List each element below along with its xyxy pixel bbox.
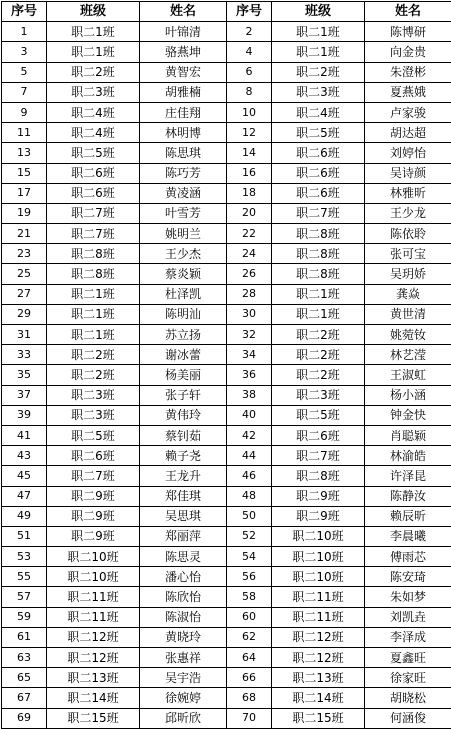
- seq-left-cell: 15: [2, 163, 47, 183]
- student-roster-table: [1, 1, 451, 729]
- table-row: [2, 365, 451, 385]
- name-right-cell: 王淑虹: [365, 365, 451, 385]
- class-right-cell: 职二12班: [272, 648, 365, 668]
- table-row: [2, 668, 451, 688]
- name-left-cell: 张子轩: [140, 385, 227, 405]
- name-left-cell: 陈淑怡: [140, 607, 227, 627]
- class-left-cell: 职二2班: [47, 365, 140, 385]
- name-left-cell: 胡雅楠: [140, 82, 227, 102]
- seq-right-cell: 56: [227, 567, 272, 587]
- seq-left-cell: 19: [2, 203, 47, 223]
- name-right-cell: 向金贵: [365, 42, 451, 62]
- seq-left-cell: 65: [2, 668, 47, 688]
- seq-right-cell: 12: [227, 123, 272, 143]
- class-left-cell: 职二4班: [47, 102, 140, 122]
- table-row: [2, 22, 451, 42]
- seq-right-cell: 30: [227, 304, 272, 324]
- seq-right-cell: 62: [227, 627, 272, 647]
- table-row: [2, 82, 451, 102]
- table-row: [2, 405, 451, 425]
- name-left-cell: 郑丽萍: [140, 526, 227, 546]
- table-row: [2, 385, 451, 405]
- seq-left-cell: 67: [2, 688, 47, 708]
- seq-left-cell: 55: [2, 567, 47, 587]
- seq-left-cell: 13: [2, 143, 47, 163]
- name-left-cell: 谢冰蕾: [140, 345, 227, 365]
- table-row: [2, 486, 451, 506]
- name-right-cell: 陈静汝: [365, 486, 451, 506]
- seq-right-cell: 38: [227, 385, 272, 405]
- table-row: [2, 607, 451, 627]
- class-left-cell: 职二6班: [47, 163, 140, 183]
- seq-right-cell: 34: [227, 345, 272, 365]
- header-row: [2, 2, 451, 22]
- class-right-cell: 职二5班: [272, 405, 365, 425]
- name-right-cell: 夏燕娥: [365, 82, 451, 102]
- class-right-cell: 职二11班: [272, 587, 365, 607]
- name-left-cell: 王少杰: [140, 244, 227, 264]
- table-row: [2, 244, 451, 264]
- table-row: [2, 547, 451, 567]
- name-right-cell: 林渝皓: [365, 446, 451, 466]
- class-right-cell: 职二7班: [272, 203, 365, 223]
- seq-left-cell: 17: [2, 183, 47, 203]
- class-left-cell: 职二10班: [47, 547, 140, 567]
- table-row: [2, 425, 451, 445]
- seq-left-cell: 39: [2, 405, 47, 425]
- class-left-cell: 职二4班: [47, 123, 140, 143]
- table-row: [2, 143, 451, 163]
- seq-right-cell: 66: [227, 668, 272, 688]
- name-left-cell: 苏立扬: [140, 325, 227, 345]
- class-right-cell: 职二2班: [272, 345, 365, 365]
- seq-right-cell: 54: [227, 547, 272, 567]
- name-left-cell: 庄佳翔: [140, 102, 227, 122]
- table-row: [2, 506, 451, 526]
- seq-right-cell: 26: [227, 264, 272, 284]
- name-right-cell: 傅雨芯: [365, 547, 451, 567]
- class-left-cell: 职二3班: [47, 385, 140, 405]
- seq-right-cell: 50: [227, 506, 272, 526]
- table-row: [2, 526, 451, 546]
- name-right-cell: 钟金快: [365, 405, 451, 425]
- name-right-cell: 林雅昕: [365, 183, 451, 203]
- name-left-cell: 赖子尧: [140, 446, 227, 466]
- class-left-cell: 职二8班: [47, 264, 140, 284]
- class-right-cell: 职二8班: [272, 264, 365, 284]
- seq-right-cell: 10: [227, 102, 272, 122]
- name-left-cell: 黄伟玲: [140, 405, 227, 425]
- seq-right-cell: 22: [227, 224, 272, 244]
- name-left-cell: 蔡钊茹: [140, 425, 227, 445]
- header-name-left: 姓名: [140, 2, 227, 22]
- name-right-cell: 肖聪颖: [365, 425, 451, 445]
- table-row: [2, 708, 451, 728]
- name-right-cell: 徐家旺: [365, 668, 451, 688]
- seq-left-cell: 3: [2, 42, 47, 62]
- seq-left-cell: 53: [2, 547, 47, 567]
- name-left-cell: 陈巧芳: [140, 163, 227, 183]
- name-left-cell: 陈思琪: [140, 143, 227, 163]
- seq-left-cell: 35: [2, 365, 47, 385]
- name-right-cell: 张可宝: [365, 244, 451, 264]
- table-body: [2, 22, 451, 729]
- class-left-cell: 职二2班: [47, 62, 140, 82]
- seq-right-cell: 60: [227, 607, 272, 627]
- class-left-cell: 职二9班: [47, 506, 140, 526]
- table-row: [2, 567, 451, 587]
- seq-left-cell: 69: [2, 708, 47, 728]
- table-row: [2, 688, 451, 708]
- table-row: [2, 446, 451, 466]
- seq-left-cell: 7: [2, 82, 47, 102]
- name-left-cell: 杜泽凯: [140, 284, 227, 304]
- seq-left-cell: 31: [2, 325, 47, 345]
- class-left-cell: 职二6班: [47, 183, 140, 203]
- table-row: [2, 203, 451, 223]
- name-right-cell: 何涵俊: [365, 708, 451, 728]
- class-left-cell: 职二3班: [47, 82, 140, 102]
- class-right-cell: 职二1班: [272, 22, 365, 42]
- seq-right-cell: 8: [227, 82, 272, 102]
- seq-right-cell: 46: [227, 466, 272, 486]
- class-right-cell: 职二2班: [272, 325, 365, 345]
- seq-right-cell: 42: [227, 425, 272, 445]
- seq-right-cell: 32: [227, 325, 272, 345]
- table-row: [2, 224, 451, 244]
- seq-left-cell: 11: [2, 123, 47, 143]
- seq-left-cell: 41: [2, 425, 47, 445]
- seq-left-cell: 47: [2, 486, 47, 506]
- header-seq-right: 序号: [227, 2, 272, 22]
- class-right-cell: 职二8班: [272, 466, 365, 486]
- name-left-cell: 吴宇浩: [140, 668, 227, 688]
- class-right-cell: 职二7班: [272, 446, 365, 466]
- class-left-cell: 职二1班: [47, 304, 140, 324]
- class-right-cell: 职二4班: [272, 102, 365, 122]
- seq-right-cell: 36: [227, 365, 272, 385]
- name-left-cell: 邱昕欣: [140, 708, 227, 728]
- name-left-cell: 张惠祥: [140, 648, 227, 668]
- name-left-cell: 陈欣怡: [140, 587, 227, 607]
- table-header: [2, 2, 451, 22]
- seq-right-cell: 16: [227, 163, 272, 183]
- class-right-cell: 职二10班: [272, 526, 365, 546]
- name-left-cell: 黄智宏: [140, 62, 227, 82]
- class-left-cell: 职二5班: [47, 425, 140, 445]
- name-left-cell: 吴思琪: [140, 506, 227, 526]
- name-left-cell: 蔡炎颖: [140, 264, 227, 284]
- seq-left-cell: 33: [2, 345, 47, 365]
- class-left-cell: 职二9班: [47, 486, 140, 506]
- table-row: [2, 42, 451, 62]
- class-left-cell: 职二8班: [47, 244, 140, 264]
- seq-right-cell: 68: [227, 688, 272, 708]
- name-left-cell: 叶雪芳: [140, 203, 227, 223]
- name-left-cell: 叶锦清: [140, 22, 227, 42]
- seq-left-cell: 61: [2, 627, 47, 647]
- seq-left-cell: 5: [2, 62, 47, 82]
- seq-left-cell: 57: [2, 587, 47, 607]
- seq-right-cell: 64: [227, 648, 272, 668]
- table-row: [2, 284, 451, 304]
- class-right-cell: 职二2班: [272, 62, 365, 82]
- class-left-cell: 职二1班: [47, 284, 140, 304]
- name-right-cell: 许泽昆: [365, 466, 451, 486]
- name-right-cell: 胡晓松: [365, 688, 451, 708]
- table-row: [2, 102, 451, 122]
- header-class-right: 班级: [272, 2, 365, 22]
- seq-left-cell: 21: [2, 224, 47, 244]
- name-right-cell: 李泽成: [365, 627, 451, 647]
- class-left-cell: 职二6班: [47, 446, 140, 466]
- name-left-cell: 陈思灵: [140, 547, 227, 567]
- class-right-cell: 职二1班: [272, 304, 365, 324]
- table-row: [2, 163, 451, 183]
- seq-right-cell: 2: [227, 22, 272, 42]
- name-right-cell: 姚菀钕: [365, 325, 451, 345]
- class-right-cell: 职二8班: [272, 224, 365, 244]
- seq-right-cell: 44: [227, 446, 272, 466]
- name-right-cell: 吴诗颜: [365, 163, 451, 183]
- class-right-cell: 职二2班: [272, 365, 365, 385]
- seq-left-cell: 29: [2, 304, 47, 324]
- seq-right-cell: 24: [227, 244, 272, 264]
- name-right-cell: 李晨曦: [365, 526, 451, 546]
- seq-left-cell: 9: [2, 102, 47, 122]
- seq-right-cell: 58: [227, 587, 272, 607]
- class-left-cell: 职二11班: [47, 587, 140, 607]
- class-left-cell: 职二7班: [47, 203, 140, 223]
- name-left-cell: 姚明兰: [140, 224, 227, 244]
- name-left-cell: 黄凌涵: [140, 183, 227, 203]
- class-left-cell: 职二7班: [47, 224, 140, 244]
- name-right-cell: 刘婷怡: [365, 143, 451, 163]
- name-left-cell: 郑佳琪: [140, 486, 227, 506]
- seq-right-cell: 52: [227, 526, 272, 546]
- class-left-cell: 职二2班: [47, 345, 140, 365]
- class-right-cell: 职二3班: [272, 82, 365, 102]
- seq-left-cell: 45: [2, 466, 47, 486]
- seq-right-cell: 40: [227, 405, 272, 425]
- seq-left-cell: 63: [2, 648, 47, 668]
- class-right-cell: 职二1班: [272, 284, 365, 304]
- seq-right-cell: 70: [227, 708, 272, 728]
- seq-right-cell: 18: [227, 183, 272, 203]
- class-right-cell: 职二6班: [272, 163, 365, 183]
- class-left-cell: 职二3班: [47, 405, 140, 425]
- header-seq-left: 序号: [2, 2, 47, 22]
- name-right-cell: 龚焱: [365, 284, 451, 304]
- class-right-cell: 职二3班: [272, 385, 365, 405]
- class-left-cell: 职二12班: [47, 648, 140, 668]
- class-right-cell: 职二5班: [272, 123, 365, 143]
- seq-right-cell: 48: [227, 486, 272, 506]
- name-right-cell: 陈博研: [365, 22, 451, 42]
- class-left-cell: 职二15班: [47, 708, 140, 728]
- class-right-cell: 职二11班: [272, 607, 365, 627]
- header-name-right: 姓名: [365, 2, 451, 22]
- seq-left-cell: 43: [2, 446, 47, 466]
- name-left-cell: 骆燕坤: [140, 42, 227, 62]
- table-row: [2, 325, 451, 345]
- class-right-cell: 职二13班: [272, 668, 365, 688]
- class-right-cell: 职二8班: [272, 244, 365, 264]
- table-row: [2, 627, 451, 647]
- class-left-cell: 职二5班: [47, 143, 140, 163]
- table-row: [2, 345, 451, 365]
- class-left-cell: 职二1班: [47, 22, 140, 42]
- name-left-cell: 王龙升: [140, 466, 227, 486]
- name-right-cell: 王少龙: [365, 203, 451, 223]
- seq-left-cell: 59: [2, 607, 47, 627]
- name-right-cell: 朱如梦: [365, 587, 451, 607]
- class-right-cell: 职二6班: [272, 183, 365, 203]
- seq-right-cell: 4: [227, 42, 272, 62]
- seq-right-cell: 14: [227, 143, 272, 163]
- class-right-cell: 职二15班: [272, 708, 365, 728]
- name-right-cell: 卢家骏: [365, 102, 451, 122]
- seq-left-cell: 23: [2, 244, 47, 264]
- name-right-cell: 陈安琦: [365, 567, 451, 587]
- table-row: [2, 264, 451, 284]
- table-row: [2, 304, 451, 324]
- class-left-cell: 职二1班: [47, 42, 140, 62]
- seq-right-cell: 6: [227, 62, 272, 82]
- class-right-cell: 职二10班: [272, 547, 365, 567]
- class-right-cell: 职二14班: [272, 688, 365, 708]
- class-right-cell: 职二6班: [272, 425, 365, 445]
- name-right-cell: 黄世清: [365, 304, 451, 324]
- class-left-cell: 职二14班: [47, 688, 140, 708]
- name-right-cell: 朱澄彬: [365, 62, 451, 82]
- name-right-cell: 夏鑫旺: [365, 648, 451, 668]
- class-left-cell: 职二12班: [47, 627, 140, 647]
- header-class-left: 班级: [47, 2, 140, 22]
- name-left-cell: 潘心怡: [140, 567, 227, 587]
- name-right-cell: 杨小涵: [365, 385, 451, 405]
- class-right-cell: 职二1班: [272, 42, 365, 62]
- class-right-cell: 职二9班: [272, 486, 365, 506]
- class-left-cell: 职二7班: [47, 466, 140, 486]
- seq-left-cell: 51: [2, 526, 47, 546]
- name-left-cell: 杨美丽: [140, 365, 227, 385]
- class-right-cell: 职二6班: [272, 143, 365, 163]
- name-left-cell: 徐婉婷: [140, 688, 227, 708]
- seq-left-cell: 27: [2, 284, 47, 304]
- name-right-cell: 赖辰昕: [365, 506, 451, 526]
- name-left-cell: 黄晓玲: [140, 627, 227, 647]
- class-left-cell: 职二11班: [47, 607, 140, 627]
- class-right-cell: 职二12班: [272, 627, 365, 647]
- class-left-cell: 职二9班: [47, 526, 140, 546]
- table-row: [2, 62, 451, 82]
- class-left-cell: 职二1班: [47, 325, 140, 345]
- class-right-cell: 职二9班: [272, 506, 365, 526]
- seq-left-cell: 1: [2, 22, 47, 42]
- name-right-cell: 陈依聆: [365, 224, 451, 244]
- seq-left-cell: 25: [2, 264, 47, 284]
- seq-right-cell: 28: [227, 284, 272, 304]
- name-right-cell: 刘凯垚: [365, 607, 451, 627]
- seq-left-cell: 37: [2, 385, 47, 405]
- class-left-cell: 职二10班: [47, 567, 140, 587]
- table-row: [2, 123, 451, 143]
- table-row: [2, 587, 451, 607]
- class-left-cell: 职二13班: [47, 668, 140, 688]
- name-right-cell: 林艺滢: [365, 345, 451, 365]
- seq-left-cell: 49: [2, 506, 47, 526]
- name-right-cell: 胡达超: [365, 123, 451, 143]
- seq-right-cell: 20: [227, 203, 272, 223]
- name-right-cell: 吴玥娇: [365, 264, 451, 284]
- name-left-cell: 林明博: [140, 123, 227, 143]
- table-row: [2, 466, 451, 486]
- name-left-cell: 陈明汕: [140, 304, 227, 324]
- table-row: [2, 183, 451, 203]
- class-right-cell: 职二10班: [272, 567, 365, 587]
- table-row: [2, 648, 451, 668]
